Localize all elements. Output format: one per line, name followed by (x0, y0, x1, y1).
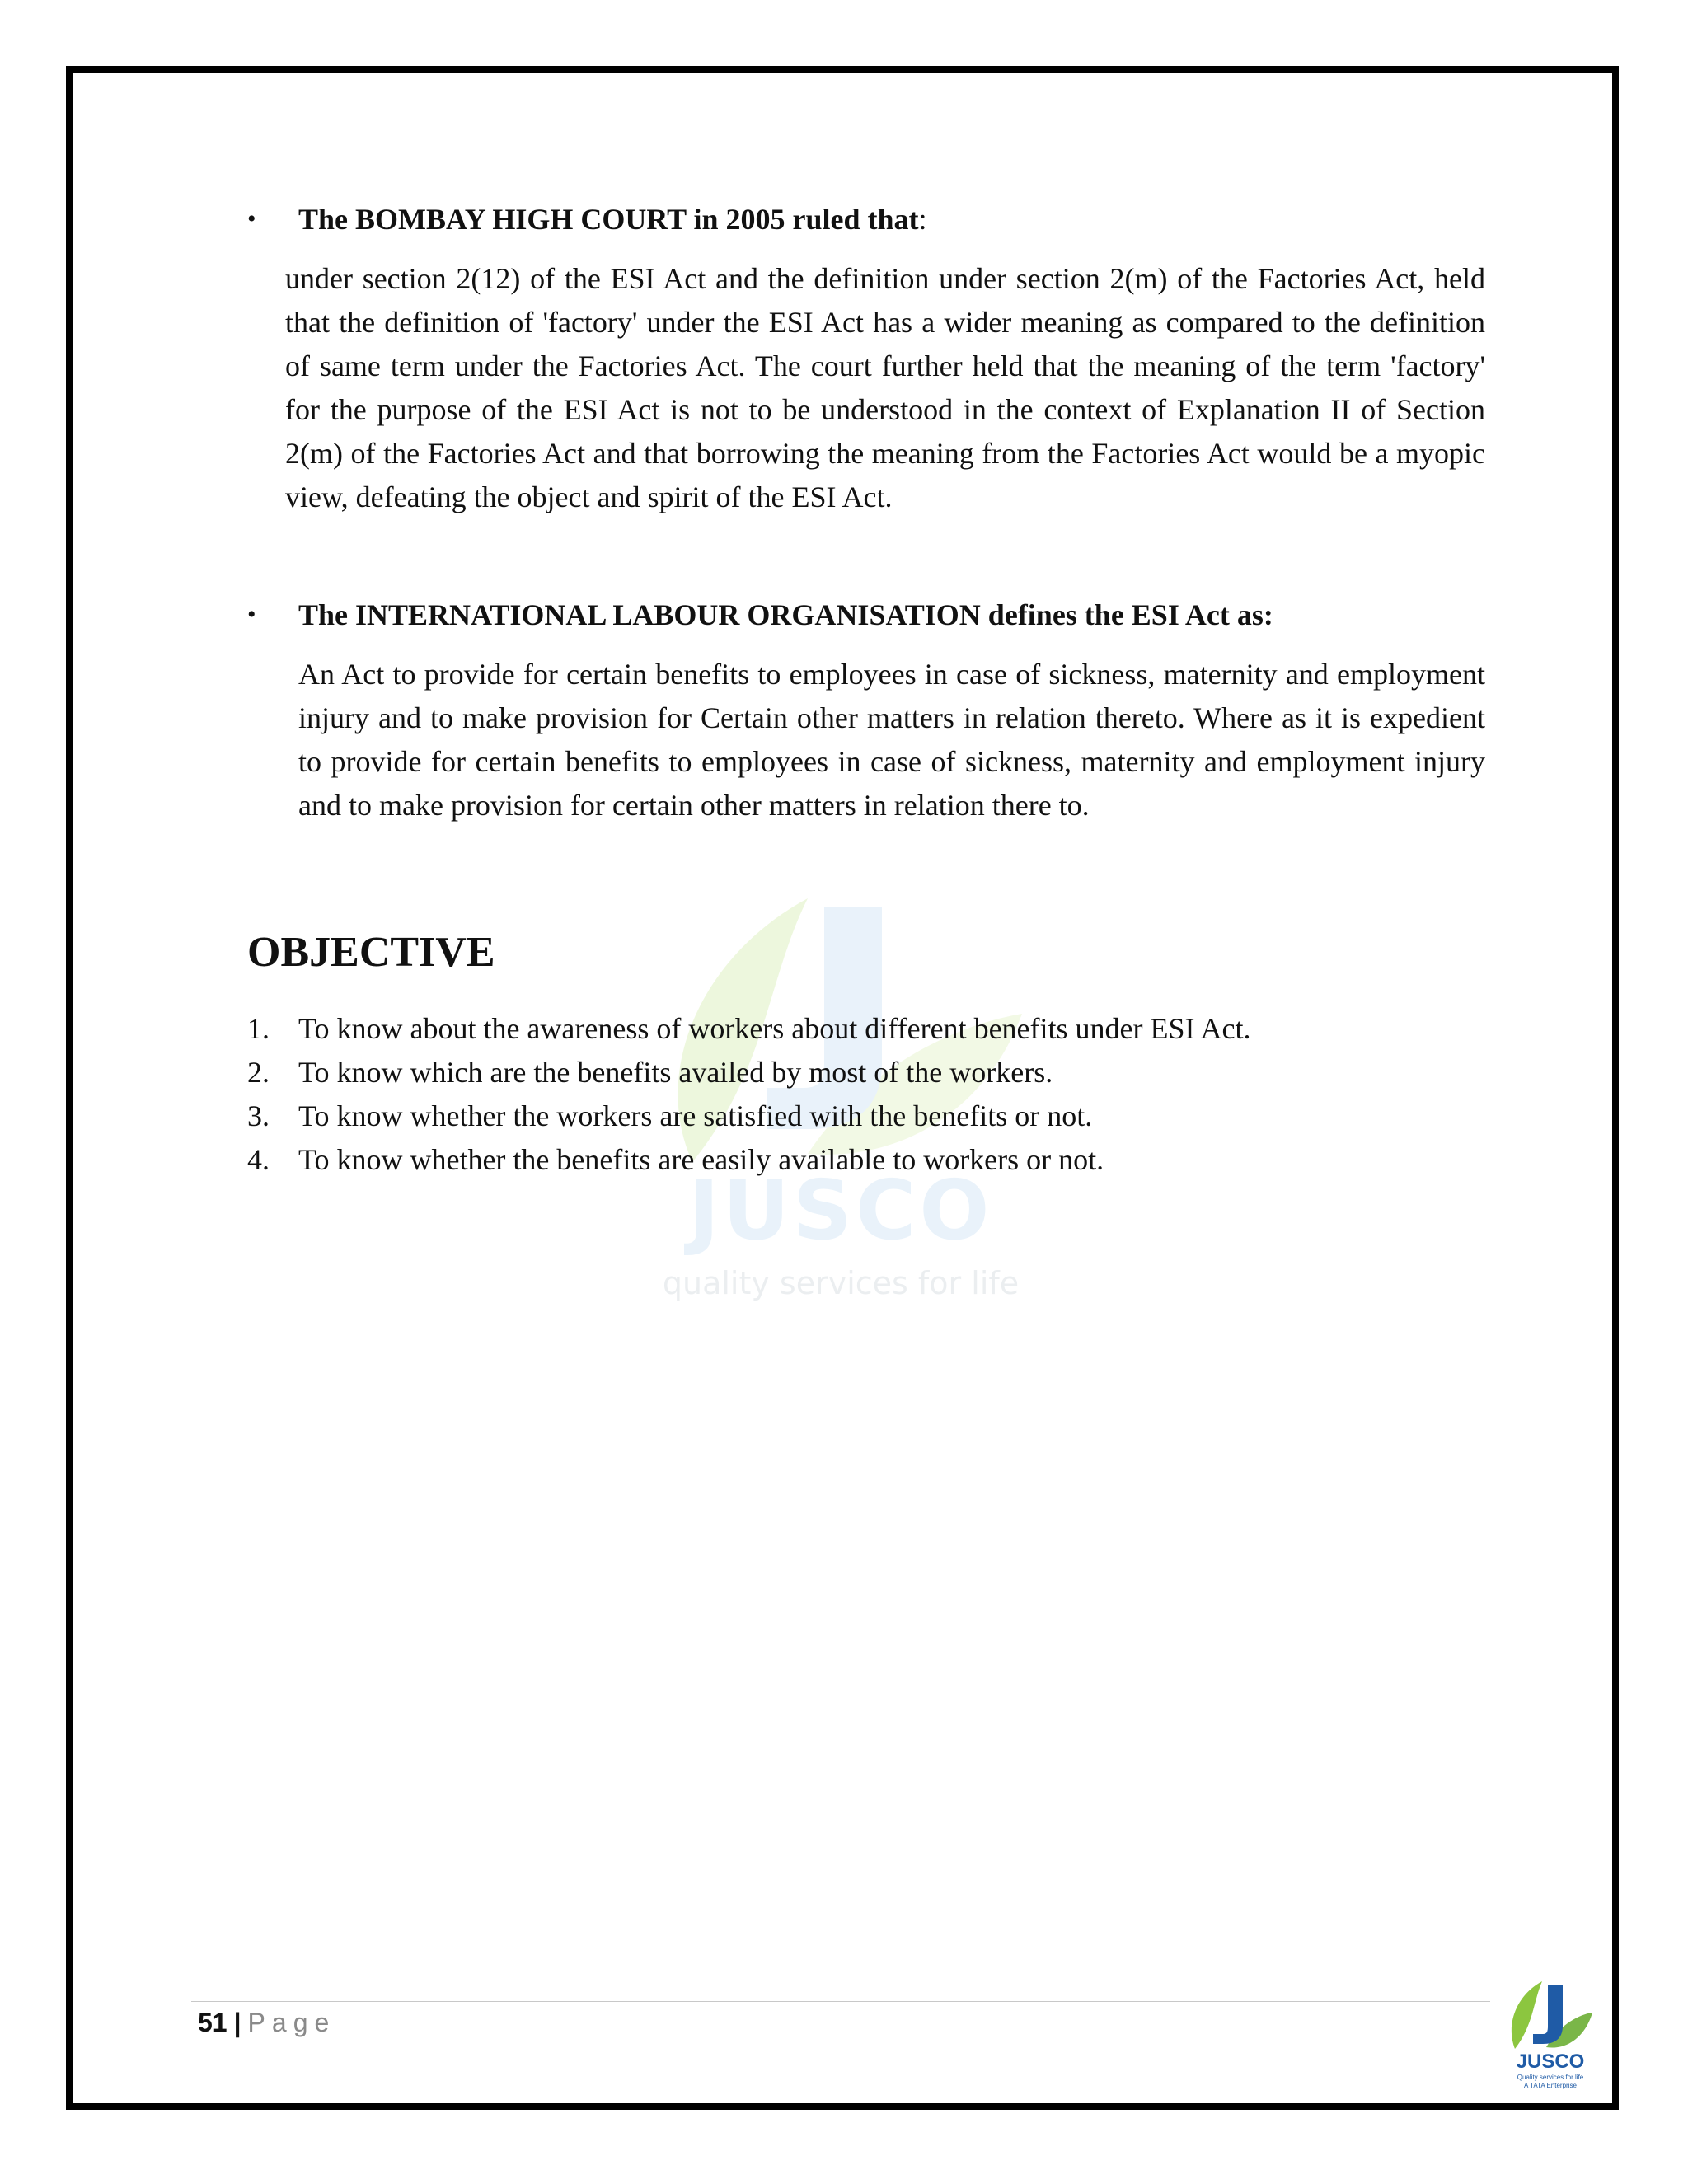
page-number-separator: | (233, 2008, 241, 2037)
list-item-number: 3. (247, 1099, 270, 1132)
jusco-logo-icon (1505, 1978, 1596, 2052)
list-item (247, 1007, 1485, 1051)
list-item-text: To know which are the benefits availed by most of the workers. (298, 1056, 1053, 1089)
list-item-number: 1. (247, 1012, 270, 1045)
list-item-number: 4. (247, 1143, 270, 1176)
page-label: Page (247, 2008, 336, 2037)
logo-tagline (1505, 2074, 1596, 2090)
logo-tagline-1: Quality services for life (1517, 2074, 1584, 2081)
list-item-number: 2. (247, 1056, 270, 1089)
section-ilo-definition (247, 593, 1485, 827)
list-item (247, 1051, 1485, 1094)
objective-list (247, 1007, 1485, 1182)
page-number (198, 2008, 335, 2038)
section-bombay-high-court (247, 198, 1485, 519)
bullet-icon: • (247, 205, 256, 232)
list-item-text: To know about the awareness of workers about different benefits under ESI Act. (298, 1012, 1251, 1045)
footer-divider (191, 2001, 1490, 2002)
heading-text: The INTERNATIONAL LABOUR ORGANISATION defines the ESI Act as: (298, 598, 1273, 631)
list-item-text: To know whether the workers are satisfied with the benefits or not. (298, 1099, 1093, 1132)
bullet-icon: • (247, 601, 256, 628)
logo-name: JUSCO (1516, 2050, 1585, 2073)
section-paragraph: An Act to provide for certain benefits to employees in case of sickness, maternity and employment injury and to make provision for Certain other matters in relation thereto. Where as it is expedient to provide for certain benefits to employees in case of sickness, maternity and employment injury and to make provision for certain other matters in relation there to. (298, 658, 1485, 822)
watermark-name: JUSCO (688, 1162, 993, 1258)
list-item-text: To know whether the benefits are easily available to workers or not. (298, 1143, 1104, 1176)
list-item (247, 1138, 1485, 1182)
logo-tagline-2: A TATA Enterprise (1524, 2082, 1577, 2089)
document-content (247, 198, 1485, 1182)
heading-colon: : (918, 203, 927, 236)
section-paragraph: under section 2(12) of the ESI Act and the definition under section 2(m) of the Factories Act, held that the definition of 'factory' under the ESI Act has a wider meaning as compared to the definition of same term under the Factories Act. The court further held that the meaning of the term 'factory' for the purpose of the ESI Act is not to be understood in the context of Explanation II of Section 2(m) of the Factories Act and that borrowing the meaning from the Factories Act would be a myopic view, defeating the object and spirit of the ESI Act. (285, 262, 1485, 513)
list-item (247, 1094, 1485, 1138)
objective-title: OBJECTIVE (247, 929, 495, 976)
watermark-tagline: quality services for life (662, 1265, 1020, 1301)
jusco-logo (1505, 1978, 1596, 2102)
heading-text: The BOMBAY HIGH COURT in 2005 ruled that (298, 203, 919, 236)
page-number-value: 51 (198, 2008, 227, 2037)
section-heading (247, 198, 1485, 241)
section-heading (247, 593, 1485, 636)
